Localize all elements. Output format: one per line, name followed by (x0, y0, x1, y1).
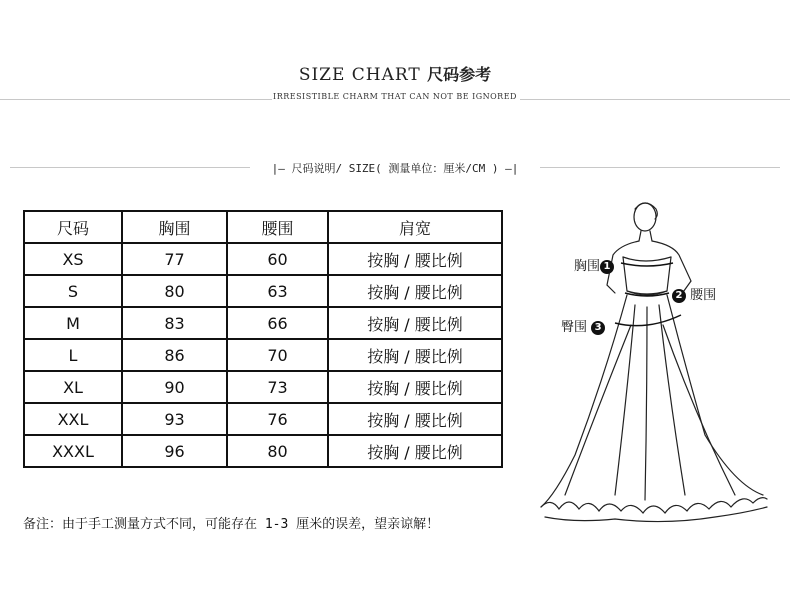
cell-bust: 80 (122, 275, 227, 307)
header-shoulder: 肩宽 (328, 211, 502, 243)
cell-shoulder: 按胸 / 腰比例 (328, 371, 502, 403)
cell-waist: 60 (227, 243, 328, 275)
cell-waist: 70 (227, 339, 328, 371)
table-row (24, 435, 502, 467)
cell-bust: 93 (122, 403, 227, 435)
cell-shoulder: 按胸 / 腰比例 (328, 339, 502, 371)
cell-bust: 90 (122, 371, 227, 403)
cell-waist: 80 (227, 435, 328, 467)
cell-size: L (24, 339, 122, 371)
table-header-row (24, 211, 502, 243)
hip-label-text: 臀围 (561, 320, 588, 335)
page-subtitle: IRRESISTIBLE CHARM THAT CAN NOT BE IGNORED (273, 92, 517, 101)
number-badge-1: 1 (600, 260, 614, 274)
measurement-note: 备注：由于手工测量方式不同，可能存在 1-3 厘米的误差，望亲谅解！ (23, 517, 440, 532)
cell-bust: 83 (122, 307, 227, 339)
cell-shoulder: 按胸 / 腰比例 (328, 435, 502, 467)
cell-shoulder: 按胸 / 腰比例 (328, 243, 502, 275)
cell-shoulder: 按胸 / 腰比例 (328, 403, 502, 435)
waist-label (672, 284, 716, 303)
cell-bust: 77 (122, 243, 227, 275)
title-cn: 尺码参考 (427, 65, 492, 84)
cell-size: M (24, 307, 122, 339)
cell-waist: 73 (227, 371, 328, 403)
cell-size: XXXL (24, 435, 122, 467)
table-row (24, 339, 502, 371)
bust-label-text: 胸围 (574, 259, 601, 274)
page-title (0, 62, 790, 85)
size-table (23, 210, 503, 468)
cell-size: XS (24, 243, 122, 275)
header-waist: 腰围 (227, 211, 328, 243)
table-row (24, 243, 502, 275)
hip-label (561, 316, 605, 335)
table-row (24, 307, 502, 339)
header-size: 尺码 (24, 211, 122, 243)
cell-bust: 86 (122, 339, 227, 371)
cell-size: XL (24, 371, 122, 403)
cell-waist: 76 (227, 403, 328, 435)
cell-waist: 66 (227, 307, 328, 339)
dress-sketch-illustration (535, 195, 770, 525)
cell-waist: 63 (227, 275, 328, 307)
header-bust: 胸围 (122, 211, 227, 243)
cell-size: XXL (24, 403, 122, 435)
table-row (24, 403, 502, 435)
table-row (24, 275, 502, 307)
number-badge-2: 2 (672, 289, 686, 303)
table-row (24, 371, 502, 403)
cell-size: S (24, 275, 122, 307)
cell-shoulder: 按胸 / 腰比例 (328, 307, 502, 339)
cell-shoulder: 按胸 / 腰比例 (328, 275, 502, 307)
number-badge-3: 3 (591, 321, 605, 335)
cell-bust: 96 (122, 435, 227, 467)
waist-label-text: 腰围 (690, 288, 717, 303)
bust-label (574, 255, 614, 274)
title-en: SIZE CHART (298, 65, 421, 85)
size-unit-label: |— 尺码说明/ SIZE( 测量单位：厘米/CM ) —| (271, 162, 519, 175)
